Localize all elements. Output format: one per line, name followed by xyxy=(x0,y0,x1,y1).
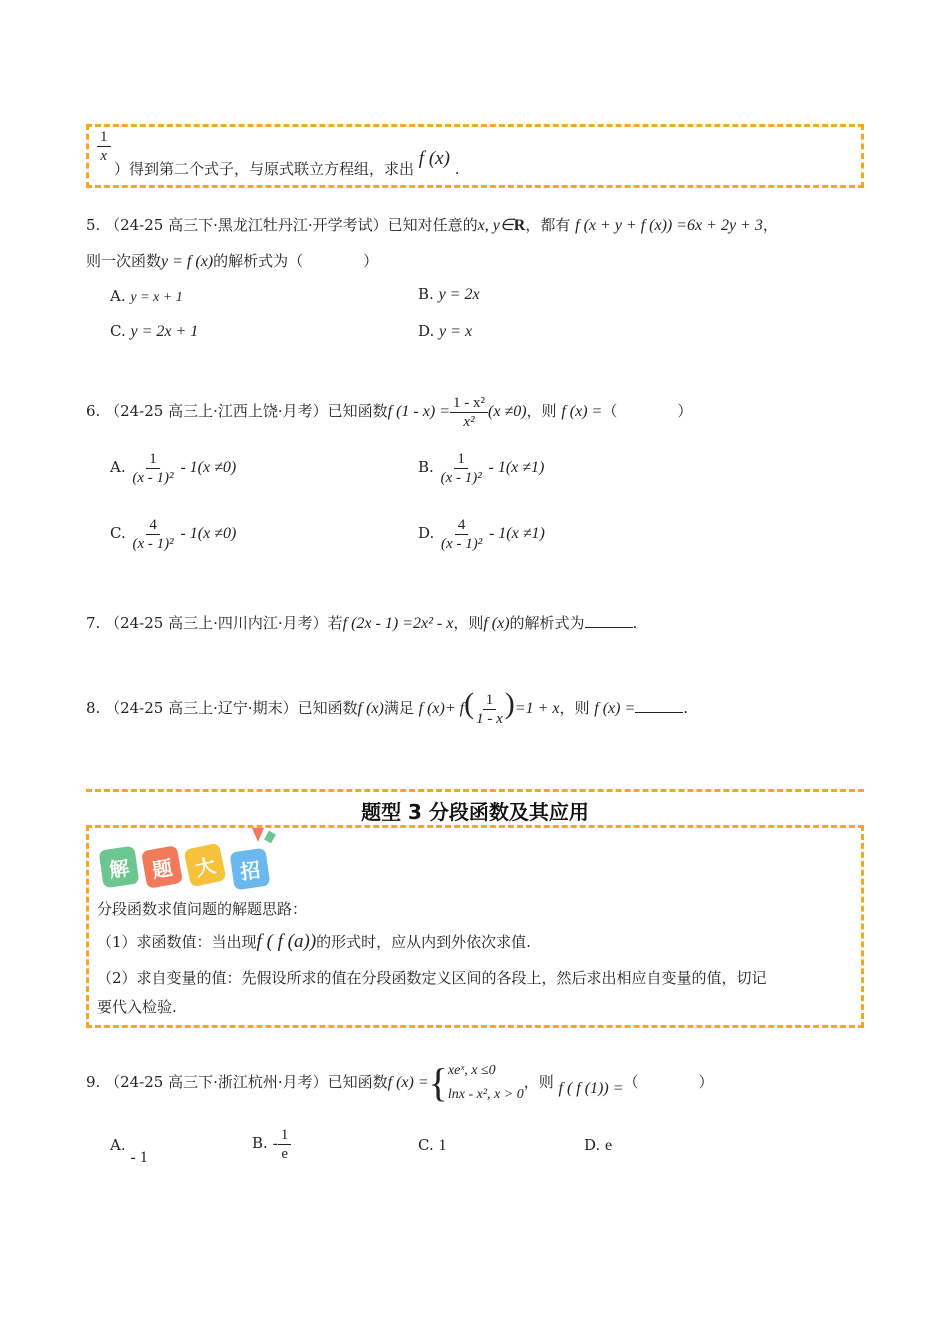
fraction xyxy=(278,1126,292,1163)
question-source: （24-25 高三上·辽宁·期末）已知函数 xyxy=(105,699,358,717)
option-value: y = 2x xyxy=(438,286,480,303)
question-number: 9. xyxy=(86,1073,101,1091)
math: f (x) xyxy=(357,700,384,717)
text: ，都有 xyxy=(525,216,571,234)
denominator: (x - 1)² xyxy=(440,469,482,486)
option-c[interactable] xyxy=(110,512,236,555)
option-c[interactable] xyxy=(418,1136,447,1155)
option-a[interactable] xyxy=(110,1136,148,1166)
denominator: e xyxy=(281,1145,288,1162)
fraction xyxy=(474,691,505,728)
question-number: 8. xyxy=(86,699,101,717)
option-b[interactable] xyxy=(252,1122,291,1165)
option-label: D. xyxy=(418,322,435,340)
option-label: B. xyxy=(418,285,434,303)
option-tail: - 1(x ≠1) xyxy=(488,459,545,476)
option-label: A. xyxy=(110,287,126,305)
badge-tile: 大 xyxy=(183,843,226,888)
numerator: 1 xyxy=(278,1126,292,1145)
option-value: e xyxy=(605,1137,613,1154)
option-value: - 1 xyxy=(130,1149,148,1166)
option-d[interactable] xyxy=(418,322,472,341)
numerator: 4 xyxy=(455,516,469,535)
text: 的形式时，应从内到外依次求值. xyxy=(316,933,531,951)
math: f ( f (1)) = xyxy=(558,1080,624,1097)
numerator: 4 xyxy=(146,516,160,535)
answer-bracket: （ ） xyxy=(602,402,693,420)
answer-bracket: （ ） xyxy=(623,1073,714,1091)
denominator: x² xyxy=(463,413,475,430)
option-d[interactable] xyxy=(584,1136,612,1155)
text: ，则 xyxy=(526,402,557,420)
answer-blank[interactable] xyxy=(585,613,633,628)
math-equation: f (x + y + f (x)) =6x + 2y + 3 xyxy=(575,217,763,234)
option-a[interactable] xyxy=(110,446,236,489)
text: 的解析式为（ ） xyxy=(213,252,379,270)
sparkle-icon xyxy=(252,828,264,842)
period: . xyxy=(683,699,689,717)
option-value: y = x xyxy=(439,323,473,340)
tips-point-2-cont: 要代入检验. xyxy=(97,998,177,1016)
question-7 xyxy=(86,612,637,633)
badge-tile: 解 xyxy=(99,846,140,889)
text: ，则 xyxy=(523,1073,554,1091)
case: lnx - x², x > 0 xyxy=(447,1087,524,1102)
option-tail: - 1(x ≠1) xyxy=(488,525,545,542)
tips-intro: 分段函数求值问题的解题思路： xyxy=(97,900,308,918)
option-d[interactable] xyxy=(418,512,545,555)
period: . xyxy=(454,160,460,178)
option-a[interactable] xyxy=(110,287,183,306)
option-label: B. xyxy=(252,1134,268,1152)
option-b[interactable] xyxy=(418,285,480,304)
numerator: 1 xyxy=(146,450,160,469)
question-source: （24-25 高三上·江西上饶·月考）已知函数 xyxy=(105,402,388,420)
hint-sentence: ）得到第二个式子，与原式联立方程组，求出 xyxy=(114,160,415,178)
numerator: 1 xyxy=(483,691,497,710)
option-label: C. xyxy=(110,322,126,340)
question-6 xyxy=(86,390,692,433)
math: f ( f (a)) xyxy=(256,931,317,952)
option-label: D. xyxy=(418,524,435,542)
text: ，则 xyxy=(559,699,590,717)
question-source: （24-25 高三下·黑龙江牡丹江·开学考试）已知对任意的 xyxy=(105,216,478,234)
math: f (x) = xyxy=(387,1074,429,1091)
math-R: R xyxy=(513,217,526,234)
text: 的解析式为 xyxy=(509,614,585,632)
math: f (2x - 1) =2x² - x xyxy=(342,615,454,632)
fraction xyxy=(131,516,176,553)
option-label: D. xyxy=(584,1136,601,1154)
option-label: B. xyxy=(418,458,434,476)
fraction xyxy=(439,450,484,487)
question-source: （24-25 高三下·浙江杭州·月考）已知函数 xyxy=(105,1073,388,1091)
question-number: 5. xyxy=(86,216,101,234)
section-title: 题型 3 分段函数及其应用 xyxy=(361,800,589,824)
denominator: (x - 1)² xyxy=(441,535,483,552)
option-label: C. xyxy=(418,1136,434,1154)
text: 满足 xyxy=(383,699,414,717)
tips-point-1 xyxy=(97,931,531,953)
question-number: 7. xyxy=(86,614,101,632)
question-5-line2 xyxy=(86,250,378,271)
denominator: (x - 1)² xyxy=(132,469,174,486)
case: xeˣ, x ≤0 xyxy=(447,1063,496,1078)
minus-sign: - xyxy=(272,1135,278,1152)
badge-tile: 题 xyxy=(141,845,183,889)
math: f (x) = xyxy=(594,700,636,717)
math: x, y∈ xyxy=(477,217,514,234)
math: f (x)+ f xyxy=(418,700,465,717)
answer-blank[interactable] xyxy=(635,698,683,713)
text: （1）求函数值：当出现 xyxy=(97,933,257,951)
fraction xyxy=(450,394,488,431)
question-source: （24-25 高三上·四川内江·月考）若 xyxy=(105,614,343,632)
question-8: 8. （24-25 高三上·辽宁·期末）已知函数f (x)满足 f (x)+ f( $\frac{1}{1 - x}$ )=1 + x，则 f (x) = . xyxy=(86,687,689,727)
denominator: (x - 1)² xyxy=(132,535,174,552)
math: f (1 - x) = xyxy=(387,403,450,420)
hint-text xyxy=(114,148,460,180)
numerator: 1 xyxy=(454,450,468,469)
math: (x ≠0) xyxy=(487,403,527,420)
fraction xyxy=(439,516,484,553)
text: 则一次函数 xyxy=(86,252,162,270)
math: y = f (x) xyxy=(161,253,214,270)
math: f (x) xyxy=(483,615,510,632)
fraction-1-over-x: $\frac{1}{x}$ xyxy=(97,128,111,165)
numerator: 1 - x² xyxy=(450,394,488,413)
math: =1 + x xyxy=(514,700,560,717)
option-tail: - 1(x ≠0) xyxy=(180,525,237,542)
option-value: y = x + 1 xyxy=(130,290,183,305)
option-label: A. xyxy=(110,458,126,476)
question-5 xyxy=(86,214,778,235)
tips-point-2: （2）求自变量的值：先假设所求的值在分段函数定义区间的各段上，然后求出相应自变量的值，切记 xyxy=(97,969,767,987)
badge-tile: 招 xyxy=(230,848,271,891)
question-9: 9. （24-25 高三下·浙江杭州·月考）已知函数f (x) ={ xeˣ, x ≤0 lnx - x², x > 0 ，则 f ( f (1)) =（ ） xyxy=(86,1060,714,1105)
piecewise-cases xyxy=(448,1059,524,1107)
text: ，则 xyxy=(453,614,484,632)
section-divider xyxy=(86,789,864,792)
option-c[interactable] xyxy=(110,322,198,341)
option-tail: - 1(x ≠0) xyxy=(180,459,237,476)
comma: ， xyxy=(762,216,778,234)
option-value: y = 2x + 1 xyxy=(130,323,199,340)
option-value: 1 xyxy=(438,1137,447,1154)
question-number: 6. xyxy=(86,402,101,420)
denominator: 1 - x xyxy=(476,710,503,727)
period: . xyxy=(632,614,638,632)
math-fx: f (x) xyxy=(418,148,450,169)
option-b[interactable] xyxy=(418,446,544,489)
math: f (x) = xyxy=(561,403,603,420)
option-label: C. xyxy=(110,524,126,542)
option-label: A. xyxy=(110,1136,126,1154)
fraction xyxy=(130,450,175,487)
